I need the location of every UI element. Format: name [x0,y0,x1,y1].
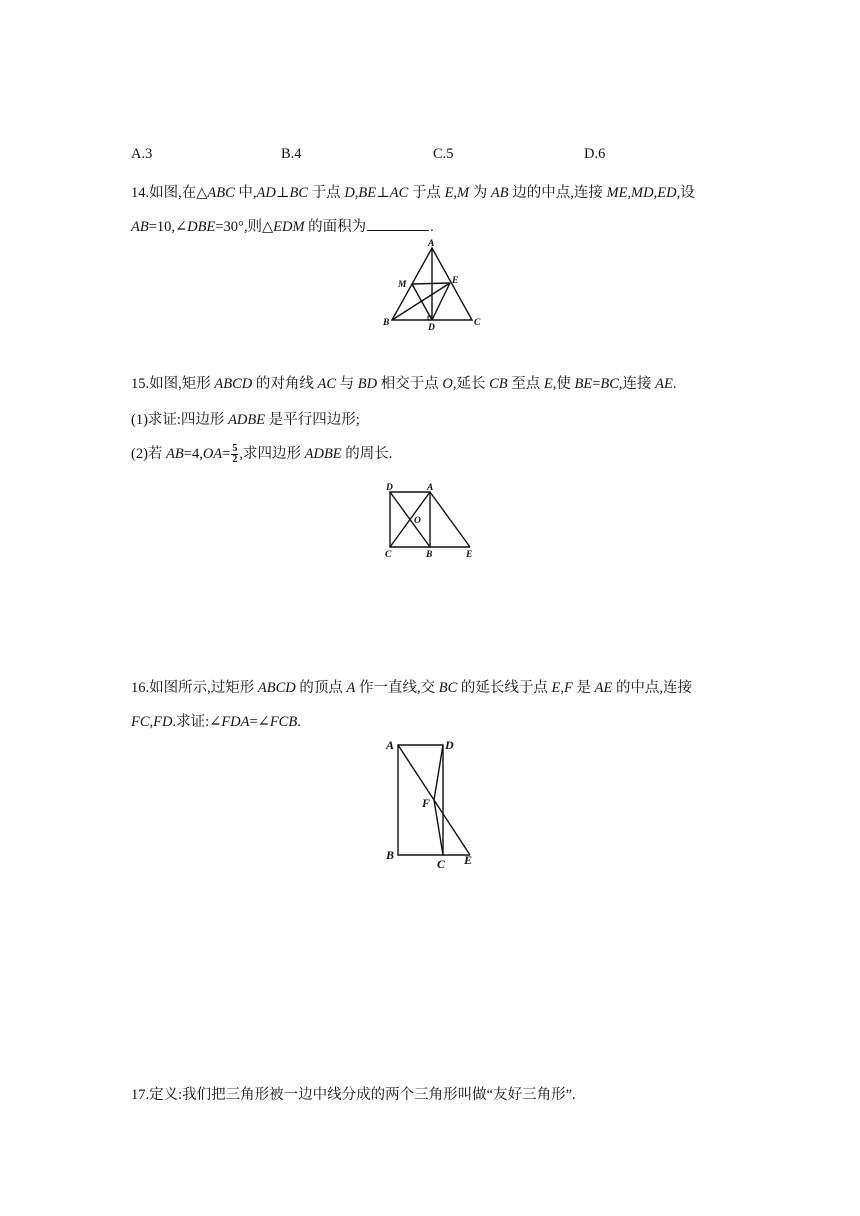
label-b: B [383,318,390,328]
fraction: $\frac{5}{2}$ [232,443,238,466]
label-a: A [386,738,395,752]
label-e: E [452,276,459,286]
q15-part-2: (2)若 AB=4,OA= $\frac{5}{2}$ ,求四边形 ADBE 的周长. [131,443,393,466]
q15-part-1: (1)求证:四边形 ADBE 是平行四边形; [131,412,360,428]
label-c: C [437,857,446,871]
label-d: D [428,323,435,333]
option-d: D.6 [584,146,606,162]
rectangle-abcd [398,745,443,855]
label-e: E [466,550,473,560]
label-b: B [386,848,395,862]
segment-fd [434,745,443,800]
label-a: A [428,239,435,249]
segment-fc [434,800,443,855]
label-c: C [385,550,392,560]
label-a: A [427,483,434,493]
q15-figure [380,480,480,565]
segment-ae [430,492,470,547]
label-d: D [445,738,454,752]
answer-blank [367,218,429,231]
option-c: C.5 [433,146,454,162]
q17-line-1: 17.定义:我们把三角形被一边中线分成的两个三角形叫做“友好三角形”. [131,1087,576,1103]
q14-line-2: AB=10,∠DBE=30°,则△EDM 的面积为 . [131,219,434,235]
q14-line-1: 14.如图,在△ABC 中,AD⊥BC 于点 D,BE⊥AC 于点 E,M 为 AB 边的中点,连接 ME,MD,ED,设 [131,185,695,201]
label-b: B [426,550,433,560]
segment-md [412,284,432,320]
segment-me [412,283,450,284]
q16-line-1: 16.如图所示,过矩形 ABCD 的顶点 A 作一直线,交 BC 的延长线于点 E,F 是 AE 的中点,连接 [131,680,693,696]
label-d: D [386,483,393,493]
option-b: B.4 [281,146,302,162]
q14-figure [380,238,490,333]
label-m: M [398,280,407,290]
q15-line-1: 15.如图,矩形 ABCD 的对角线 AC 与 BD 相交于点 O,延长 CB 至点 E,使 BE=BC,连接 AE. [131,376,677,392]
label-e: E [464,853,473,867]
label-f: F [422,796,431,810]
label-c: C [474,318,481,328]
q16-line-2: FC,FD.求证:∠FDA=∠FCB. [131,714,301,730]
q16-figure [380,733,480,873]
option-a: A.3 [131,146,153,162]
label-o: O [414,516,421,526]
